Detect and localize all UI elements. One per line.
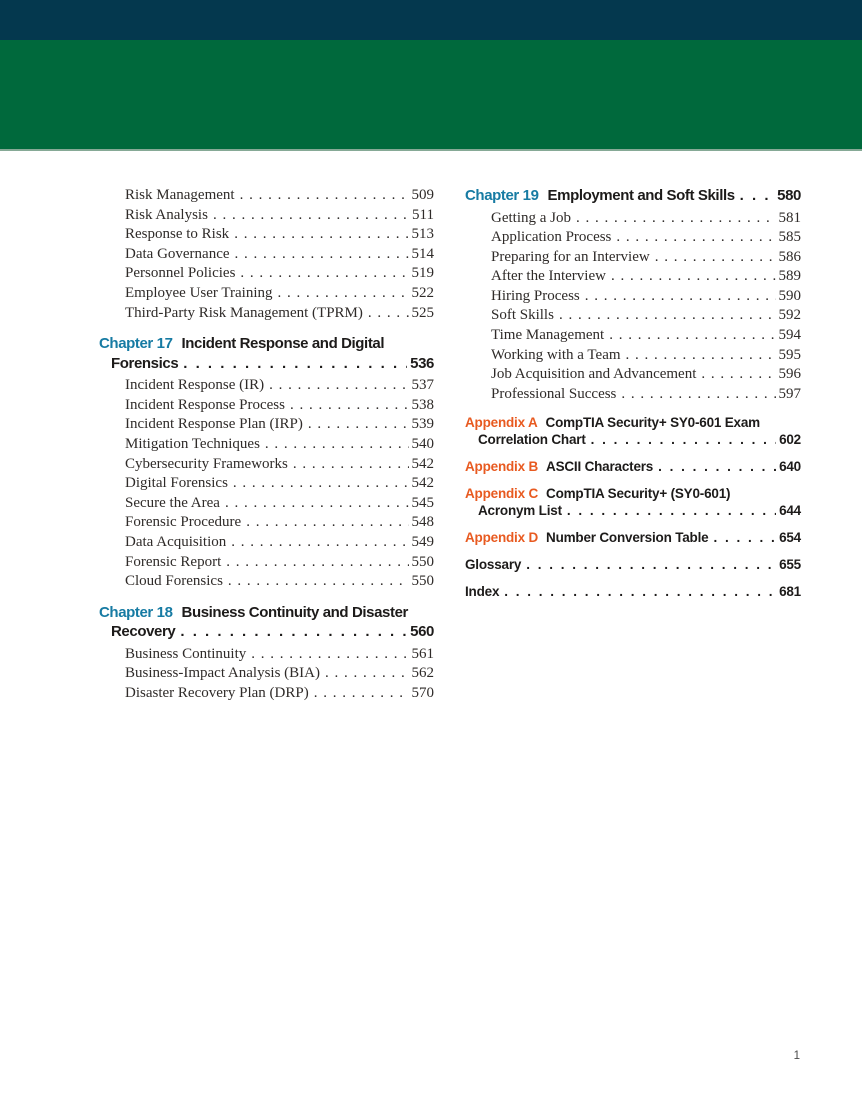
leader-dots (314, 684, 409, 704)
toc-entry (99, 396, 434, 416)
leader-dots (231, 533, 408, 553)
toc-entry (99, 206, 434, 226)
toc-entry-title: Disaster Recovery Plan (DRP) (125, 684, 309, 701)
toc-entry-title: Incident Response Plan (IRP) (125, 416, 303, 433)
chapter-title-line2 (99, 354, 434, 374)
toc-entry (465, 306, 801, 326)
chapter-heading (99, 603, 434, 642)
toc-entry-title: Time Management (491, 327, 605, 344)
toc-entry-page: 519 (411, 265, 434, 282)
appendix-title-line1 (465, 529, 801, 546)
toc-entry (99, 435, 434, 455)
leader-dots (740, 186, 775, 206)
toc-entry (465, 248, 801, 268)
toc-entry-title: Business Continuity (125, 645, 247, 662)
toc-entry-title: Cloud Forensics (125, 573, 223, 590)
leader-dots (228, 572, 409, 592)
toc-entry (99, 225, 434, 245)
appendix-title: CompTIA Security+ SY0-601 Exam (545, 415, 760, 431)
toc-entry-page: 542 (411, 475, 434, 492)
toc-entry (99, 376, 434, 396)
toc-entry-page: 549 (411, 533, 434, 550)
toc-entry (99, 245, 434, 265)
leader-dots (226, 553, 408, 573)
leader-dots (504, 583, 776, 600)
leader-dots (713, 529, 776, 546)
toc-entry-page: 595 (778, 346, 801, 363)
toc-entry-page: 525 (411, 304, 434, 321)
chapter-title-line2 (99, 622, 434, 642)
page-number: 1 (793, 1050, 800, 1062)
toc-entry-title: Data Acquisition (125, 533, 227, 550)
chapter-title-line2-page: 536 (410, 354, 434, 372)
leader-dots (240, 186, 409, 206)
appendix-label: Appendix C (465, 486, 539, 502)
toc-entry (99, 304, 434, 324)
leader-dots (567, 502, 776, 519)
leader-dots (701, 365, 775, 385)
appendix-title-line1 (465, 485, 801, 502)
toc-entry-page: 513 (411, 226, 434, 243)
toc-entry-page: 509 (411, 187, 434, 203)
toc-entry (465, 365, 801, 385)
backmatter-entry (465, 583, 801, 600)
toc-entry-title: Application Process (491, 229, 612, 246)
toc-entry-page: 537 (411, 377, 434, 394)
backmatter-entry-page: 655 (779, 557, 801, 573)
toc-entry-page: 538 (411, 396, 434, 413)
toc-entry-title: Professional Success (491, 385, 617, 402)
toc-column-right (465, 186, 801, 600)
leader-dots (658, 458, 776, 475)
leader-dots (609, 326, 775, 346)
chapter-title-line2-page: 560 (410, 623, 434, 641)
leader-dots (234, 225, 408, 245)
chapter-title-line2-title: Recovery (111, 623, 176, 641)
leader-dots (183, 354, 407, 374)
leader-dots (585, 287, 776, 307)
leader-dots (233, 474, 409, 494)
toc-entry-title: Forensic Report (125, 553, 222, 570)
toc-entry-title: Personnel Policies (125, 265, 236, 282)
toc-entry-page: 561 (411, 645, 434, 662)
toc-entry-page: 545 (411, 494, 434, 511)
toc-entry-title: Mitigation Techniques (125, 435, 260, 452)
leader-dots (225, 494, 409, 514)
toc-entry (99, 553, 434, 573)
leader-dots (591, 431, 776, 448)
toc-entry-title: Getting a Job (491, 209, 571, 226)
toc-entry-page: 511 (412, 206, 434, 223)
leader-dots (611, 267, 776, 287)
leader-dots (325, 664, 409, 684)
chapter-title-line1 (99, 334, 434, 354)
toc-entry-title: Forensic Procedure (125, 514, 242, 531)
appendix-title-line2 (465, 502, 801, 519)
toc-entry-page: 542 (411, 455, 434, 472)
toc-entry (465, 228, 801, 248)
backmatter-entry-title: Glossary (465, 557, 522, 573)
leader-dots (278, 284, 409, 304)
leader-dots (269, 376, 408, 396)
chapter-title: Business Continuity and Disaster (181, 603, 408, 621)
toc-entry-page: 596 (778, 366, 801, 383)
chapter-title-line2-title: Forensics (111, 354, 179, 372)
leader-dots (626, 346, 776, 366)
appendix-heading (465, 485, 801, 519)
leader-dots (251, 645, 408, 665)
toc-entry-page: 594 (778, 327, 801, 344)
toc-entry-title: After the Interview (491, 268, 606, 285)
leader-dots (265, 435, 409, 455)
appendix-heading (465, 458, 801, 475)
appendix-title-line1-page: 654 (779, 530, 801, 546)
toc-entry-title: Risk Management (125, 187, 235, 203)
appendix-title-line1 (465, 458, 801, 475)
toc-entry (99, 186, 434, 206)
toc-entry-title: Incident Response (IR) (125, 377, 265, 394)
toc-entry-title: Hiring Process (491, 287, 580, 304)
header-green-band (0, 40, 862, 151)
toc-entry-title: Risk Analysis (125, 206, 208, 223)
leader-dots (180, 622, 407, 642)
toc-entry-page: 540 (411, 435, 434, 452)
toc-entry (99, 455, 434, 475)
toc-entry-title: Business-Impact Analysis (BIA) (125, 665, 320, 682)
chapter-heading (465, 186, 801, 206)
toc-entry-page: 550 (411, 553, 434, 570)
backmatter-entry-page: 681 (779, 584, 801, 600)
toc-entry-title: Data Governance (125, 245, 230, 262)
toc-entry-page: 548 (411, 514, 434, 531)
backmatter-entry-title: Index (465, 584, 500, 600)
backmatter-entry (465, 556, 801, 573)
leader-dots (621, 385, 775, 405)
appendix-title-line2-page: 602 (779, 432, 801, 448)
toc-entry-title: Cybersecurity Frameworks (125, 455, 288, 472)
chapter-heading (99, 334, 434, 373)
chapter-title: Incident Response and Digital (181, 335, 385, 353)
appendix-title-line1 (465, 414, 801, 431)
appendix-title-line1-page: 640 (779, 459, 801, 475)
chapter-label: Chapter 17 (99, 335, 173, 353)
toc-entry-title: Secure the Area (125, 494, 220, 511)
leader-dots (246, 513, 408, 533)
leader-dots (290, 396, 409, 416)
toc-entry (99, 684, 434, 704)
toc-entry-page: 570 (411, 684, 434, 701)
toc-entry (465, 209, 801, 229)
appendix-label: Appendix B (465, 459, 539, 475)
leader-dots (526, 556, 776, 573)
toc-entry (99, 415, 434, 435)
toc-entry-page: 589 (778, 268, 801, 285)
leader-dots (308, 415, 409, 435)
toc-entry-title: Employee User Training (125, 284, 273, 301)
toc-entry-page: 590 (778, 287, 801, 304)
toc-entry (465, 385, 801, 405)
toc-entry (99, 494, 434, 514)
toc-entry-page: 522 (411, 284, 434, 301)
toc-entry-title: Soft Skills (491, 307, 554, 324)
toc-column-left (99, 186, 434, 703)
toc-entry-title: Digital Forensics (125, 475, 228, 492)
toc-entry-title: Preparing for an Interview (491, 248, 650, 265)
header-navy-band (0, 0, 862, 40)
leader-dots (240, 264, 408, 284)
appendix-title-line1-title: ASCII Characters (546, 459, 654, 475)
toc-entry-page: 581 (778, 209, 801, 226)
chapter-label: Chapter 18 (99, 603, 173, 621)
toc-entry-title: Incident Response Process (125, 396, 285, 413)
appendix-title-line2-title: Correlation Chart (478, 432, 586, 448)
toc-entry-title: Third-Party Risk Management (TPRM) (125, 304, 363, 321)
appendix-title-line2-title: Acronym List (478, 503, 562, 519)
toc-entry (465, 326, 801, 346)
leader-dots (576, 209, 776, 229)
leader-dots (655, 248, 776, 268)
toc-entry (99, 264, 434, 284)
toc-entry-title: Job Acquisition and Advancement (491, 366, 697, 383)
chapter-title-line1 (465, 186, 801, 206)
appendix-title: CompTIA Security+ (SY0-601) (546, 486, 731, 502)
chapter-title-line1-page: 580 (777, 187, 801, 204)
appendix-heading (465, 529, 801, 546)
toc-entry-page: 586 (778, 248, 801, 265)
toc-entry (99, 474, 434, 494)
leader-dots (235, 245, 409, 265)
chapter-label: Chapter 19 (465, 187, 539, 204)
appendix-title-line2 (465, 431, 801, 448)
leader-dots (616, 228, 775, 248)
toc-entry-page: 514 (411, 245, 434, 262)
appendix-title-line2-page: 644 (779, 503, 801, 519)
toc-entry-page: 550 (411, 573, 434, 590)
toc-entry-title: Working with a Team (491, 346, 621, 363)
toc-entry (99, 533, 434, 553)
toc-entry-page: 562 (411, 665, 434, 682)
leader-dots (213, 206, 409, 226)
toc-entry (465, 287, 801, 307)
toc-entry-page: 539 (411, 416, 434, 433)
leader-dots (368, 304, 409, 324)
leader-dots (293, 455, 409, 475)
appendix-heading (465, 414, 801, 448)
toc-entry (465, 346, 801, 366)
toc-entry-title: Response to Risk (125, 226, 230, 243)
appendix-label: Appendix A (465, 415, 538, 431)
toc-entry (99, 664, 434, 684)
toc-entry-page: 585 (778, 229, 801, 246)
toc-entry (465, 267, 801, 287)
appendix-title-line1-title: Number Conversion Table (546, 530, 709, 546)
leader-dots (559, 306, 776, 326)
toc-entry-page: 597 (778, 385, 801, 402)
toc-entry (99, 513, 434, 533)
chapter-title-line1 (99, 603, 434, 623)
appendix-label: Appendix D (465, 530, 539, 546)
toc-entry-page: 592 (778, 307, 801, 324)
toc-entry (99, 645, 434, 665)
toc-entry (99, 284, 434, 304)
chapter-title-line1-title: Employment and Soft Skills (547, 187, 735, 204)
toc-entry (99, 572, 434, 592)
